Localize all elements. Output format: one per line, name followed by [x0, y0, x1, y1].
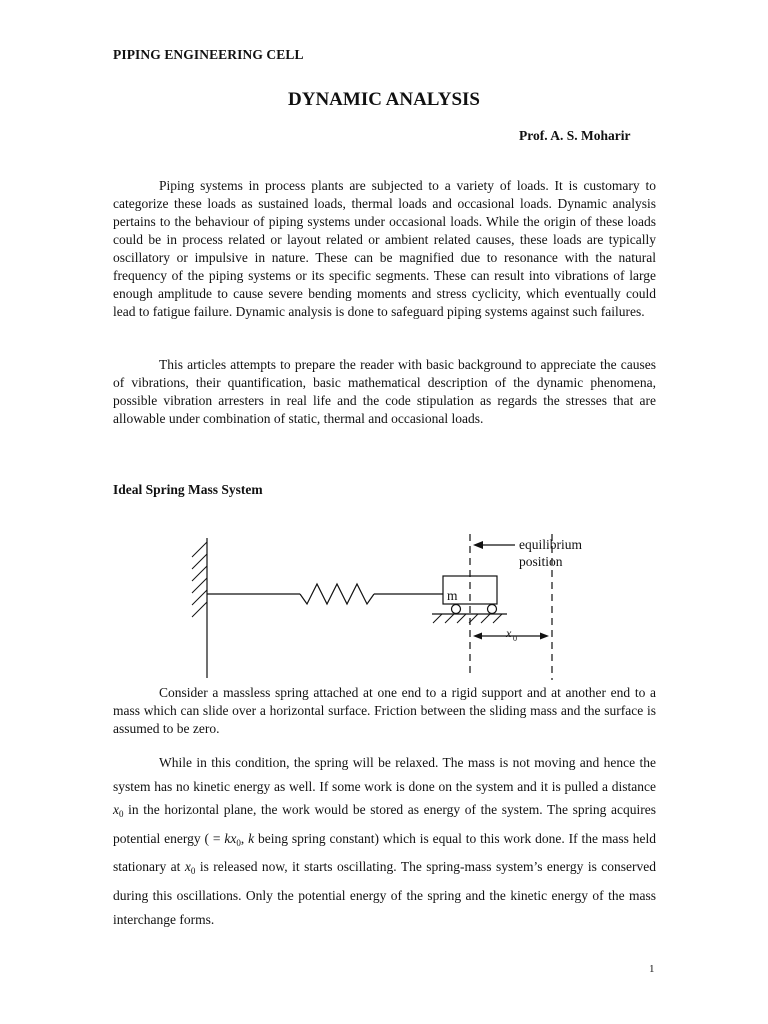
dim-arrowhead-right: [540, 633, 549, 640]
displacement-sub: 0: [513, 634, 517, 643]
wall-hatching: [192, 542, 207, 617]
author-name: Prof. A. S. Moharir: [519, 128, 631, 143]
mass-label: m: [447, 588, 458, 603]
wheel-left: [452, 605, 461, 614]
equilibrium-arrowhead: [473, 541, 483, 549]
page-number: 1: [649, 963, 655, 975]
equilibrium-label-line1: equilibrium: [519, 537, 582, 552]
section-heading: Ideal Spring Mass System: [113, 482, 263, 497]
equilibrium-label-line2: position: [519, 554, 563, 569]
ground-hatching: [433, 614, 502, 623]
body-paragraph-4: While in this condition, the spring will be relaxed. The mass is not moving and hence the system has no kinetic energy as well. If some work is done on the system and it is pulled a distance $x_0$ in the horizontal plane, the work would be stored as energy of the system. The spring acquires potential energy ( = $kx_0$, k being spring constant) which is equal to this work done. If the mass held stationary at $x_0$ is released now, it starts oscillating. The spring-mass system’s energy is conserved during this oscillations. Only the potential energy of the spring and the kinetic energy of the mass interchange forms.: [113, 755, 656, 927]
intro-paragraph-2: This articles attempts to prepare the reader with basic background to appreciate the causes of vibrations, their quantification, basic mathematical description of the dynamic phenomena, possible vibration arresters in real life and the code stipulation as regards the stresses that are allowable under combination of static, thermal and occasional loads.: [113, 357, 656, 426]
document-title: DYNAMIC ANALYSIS: [288, 89, 480, 110]
body-paragraph-3: Consider a massless spring attached at one end to a rigid support and at another end to a mass which can slide over a horizontal surface. Friction between the sliding mass and the surface is assumed to be zero.: [113, 685, 656, 736]
spring: [300, 584, 374, 604]
wheel-right: [488, 605, 497, 614]
running-header: PIPING ENGINEERING CELL: [113, 47, 304, 62]
displacement-var: x: [506, 626, 512, 640]
spring-mass-figure: [170, 520, 610, 680]
dim-arrowhead-left: [473, 633, 482, 640]
intro-paragraph-1: Piping systems in process plants are subjected to a variety of loads. It is customary to categorize these loads as sustained loads, thermal loads and occasional loads. Dynamic analysis pertains to the behaviour of piping systems under occasional loads. While the origin of these loads could be in process related or layout related or ambient related causes, these loads are typically oscillatory or impulsive in nature. These can be magnified due to resonance with the natural frequency of the piping systems or its specific segments. These can result into vibrations of large enough amplitude to cause severe bending moments and stress cyclicity, which eventually could lead to fatigue failure. Dynamic analysis is done to safeguard piping systems against such failures.: [113, 178, 656, 319]
